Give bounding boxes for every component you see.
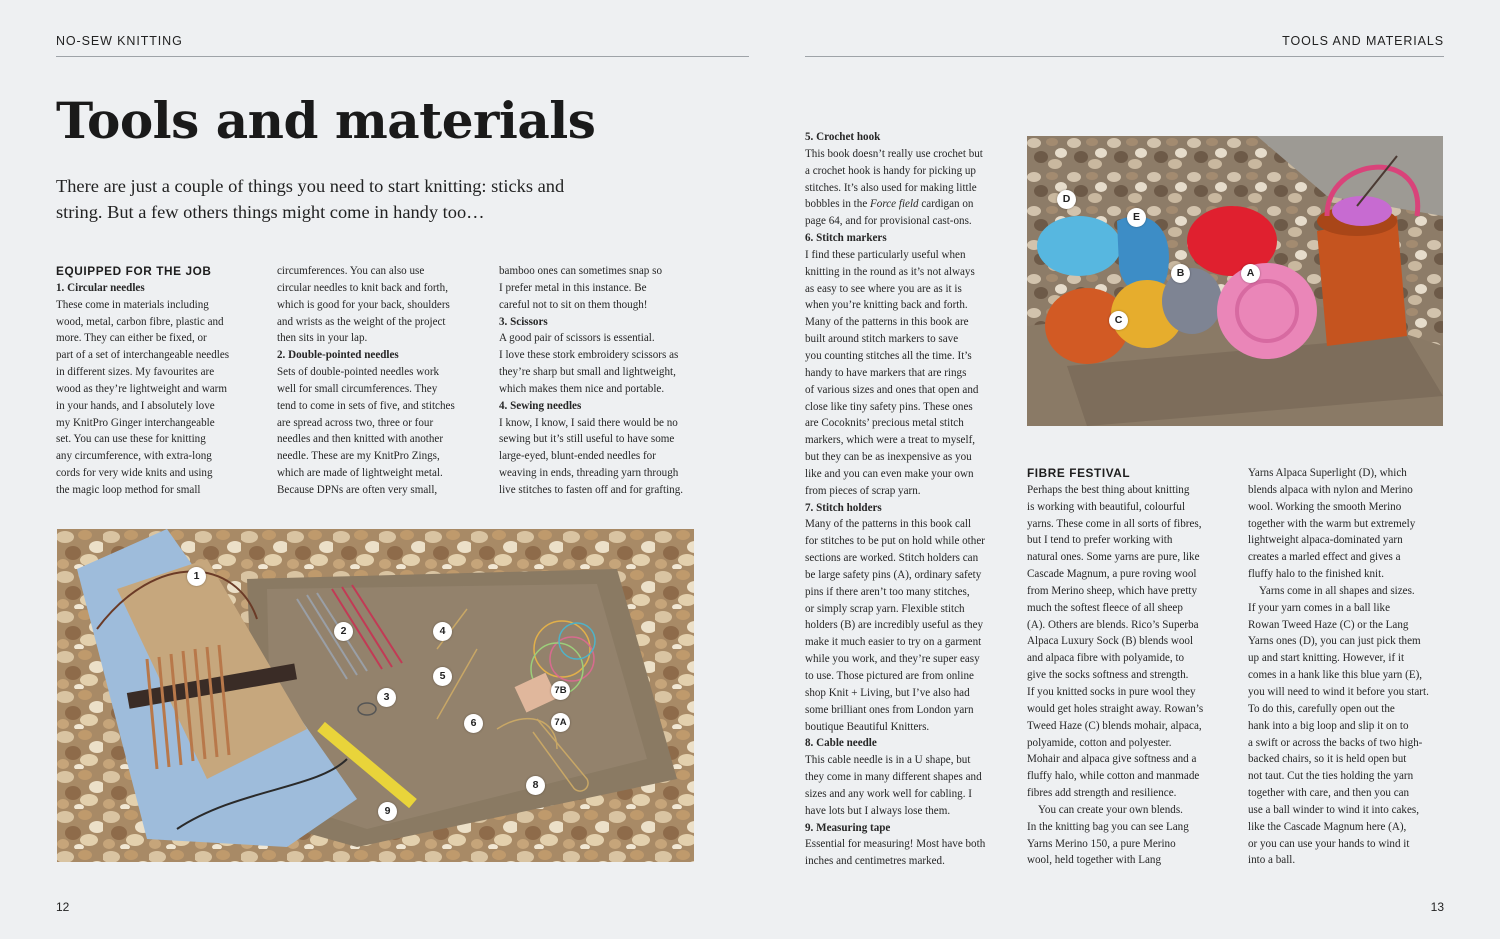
body-line: large-eyed, blunt-ended needles for [499,450,656,463]
body-line: handy to have markers that are rings [805,366,967,379]
item-heading: 8. Cable needle [805,737,877,750]
photo-marker: 6 [464,714,483,733]
body-line: Yarns ones (D), you can just pick them [1248,635,1421,648]
item-heading: 4. Sewing needles [499,399,582,412]
photo-marker: E [1127,208,1146,227]
body-line: and alpaca fibre with polyamide, to [1027,652,1185,665]
body-line: circumferences. You can also use [277,265,425,277]
tools-photo-illustration [57,529,694,862]
tools-photo [57,529,694,862]
body-line: Because DPNs are often very small, [277,483,438,496]
body-line: well for small circumferences. They [277,382,438,395]
body-line: any circumference, with extra-long [56,450,212,463]
body-line: Cascade Magnum, a pure roving wool [1027,568,1197,581]
body-line: while you work, and they’re super easy [805,653,980,666]
body-line: give the socks softness and strength. [1027,669,1189,682]
body-line: wood as they’re lightweight and warm [56,382,227,395]
section-heading: FIBRE FESTIVAL [1027,466,1131,480]
body-line: wood, metal, carbon fibre, plastic and [56,315,224,328]
body-line: I know, I know, I said there would be no [499,416,678,429]
text-column-6 [1248,465,1453,869]
item-heading: 3. Scissors [499,315,548,328]
body-line: would get holes straight away. Rowan’s [1027,702,1204,715]
body-line: backed chairs, so it is held open but [1248,753,1407,766]
intro-paragraph [56,173,596,225]
body-line: have lots but I always lose them. [805,804,951,817]
body-text: bobbles in the [805,198,871,211]
text-column-4 [805,129,1010,870]
body-line: fibres add strength and resilience. [1027,787,1177,800]
section-heading: EQUIPPED FOR THE JOB [56,264,212,278]
text-column-2 [277,263,487,499]
body-line: This cable needle is in a U shape, but [805,754,971,767]
body-line: markers, which were a treat to myself, [805,434,976,447]
running-head-left: NO-SEW KNITTING [56,34,183,48]
body-line: to use. Those pictured are from online [805,670,974,682]
body-line: creates a marled effect and gives a [1248,551,1401,564]
body-line: or simply scrap yarn. Flexible stitch [805,602,965,615]
body-line: in your hands, and I absolutely love [56,399,215,412]
body-line: These come in materials including [56,298,209,311]
body-line: from pieces of scrap yarn. [805,484,921,497]
photo-marker: C [1109,311,1128,330]
body-line: Many of the patterns in this book are [805,316,969,329]
body-line: but they can be as inexpensive as you [805,451,972,464]
body-line: they’re sharp but small and lightweight, [499,366,676,379]
item-heading: 1. Circular needles [56,281,145,294]
body-line: Perhaps the best thing about knitting [1027,483,1190,496]
page-number-left: 12 [56,900,70,914]
body-line: from Merino sheep, which have pretty [1027,584,1198,597]
body-line: lightweight alpaca-dominated yarn [1248,534,1403,547]
item-heading: 9. Measuring tape [805,821,891,834]
body-line: you will need to wind it before you start. [1248,685,1429,698]
body-line: be large safety pins (A), ordinary safety [805,568,982,581]
body-line: boutique Beautiful Knitters. [805,720,930,733]
body-line: not taut. Cut the ties holding the yarn [1248,770,1414,783]
body-line: some brilliant ones from London yarn [805,703,974,716]
body-line: yarns. These come in all sorts of fibres, [1027,517,1202,530]
body-line: together with the warm but extremely [1248,517,1416,530]
body-line: make it much easier to try on a garment [805,636,982,649]
photo-marker: 2 [334,622,353,641]
body-line: holders (B) are incredibly useful as they [805,619,984,632]
body-line: In the knitting bag you can see Lang [1027,820,1189,833]
body-line: close like tiny safety pins. These ones [805,400,973,413]
body-line: like and you can even make your own [805,467,974,480]
body-line: I love these stork embroidery scissors as [499,349,679,362]
body-line: I find these particularly useful when [805,248,966,261]
body-line: Yarns Alpaca Superlight (D), which [1248,467,1407,479]
body-line: sewing but it’s still useful to have some [499,433,675,446]
body-line: careful not to sit on them though! [499,298,648,311]
photo-marker: 4 [433,622,452,641]
body-line: tend to come in sets of five, and stitches [277,399,455,412]
body-line: sizes and any work well for cabling. I [805,787,972,800]
body-line: shop Knit + Living, but I’ve also had [805,686,970,699]
body-line: part of a set of interchangeable needles [56,349,230,362]
body-line: for stitches to be put on hold while other [805,535,985,548]
body-line: which makes them nice and portable. [499,382,665,395]
body-line [805,196,1010,213]
body-line: are Cocoknits’ precious metal stitch [805,417,964,430]
pattern-name: Force field [870,198,919,211]
body-line: a crochet hook is handy for picking up [805,164,976,177]
body-line: a swift or across the backs of two high- [1248,736,1423,749]
body-line: This book doesn’t really use crochet but [805,147,983,160]
photo-marker: 1 [187,567,206,586]
body-line: natural ones. Some yarns are pure, like [1027,551,1200,564]
item-heading: 2. Double-pointed needles [277,349,399,362]
body-line: You can create your own blends. [1038,803,1183,816]
body-line: like the Cascade Magnum here (A), [1248,820,1407,833]
photo-marker: 7B [551,681,570,700]
body-line: the magic loop method for small [56,483,201,496]
photo-marker: 5 [433,667,452,686]
body-line: up and start knitting. However, if it [1248,652,1405,665]
body-line: are spread across two, three or four [277,416,434,429]
text-column-1 [56,263,266,499]
body-line: blends alpaca with nylon and Merino [1248,483,1413,496]
body-line: If you knitted socks in pure wool they [1027,685,1196,698]
body-line: If your yarn comes in a ball like [1248,601,1391,614]
body-line: when you’re knitting back and forth. [805,299,968,312]
photo-marker: B [1171,264,1190,283]
header-rule-right [805,56,1444,57]
body-line: but I tend to prefer working with [1027,534,1173,547]
body-line: you counting stitches all the time. It’s [805,349,972,362]
body-line: Mohair and alpaca give softness and a [1027,753,1197,766]
body-line: fluffy halo to the finished knit. [1248,568,1384,581]
body-line: together with care, and then you can [1248,787,1410,800]
yarn-photo [1027,136,1443,426]
body-line: which are made of lightweight metal. [277,467,443,480]
body-line: sections are worked. Stitch holders can [805,552,979,565]
body-line: use a ball winder to wind it into cakes, [1248,803,1419,816]
body-line: comes in a hank like this blue yarn (E), [1248,669,1423,682]
body-line: as easy to see where you are as it is [805,282,962,295]
photo-marker: D [1057,190,1076,209]
intro-line: string. But a few others things might come in handy too… [56,202,485,222]
body-line: cords for very wide knits and using [56,467,213,480]
body-line: more. They can either be fixed, or [56,332,207,345]
body-line: A good pair of scissors is essential. [499,332,655,345]
body-line: and wrists as the weight of the project [277,315,446,328]
body-line: wool. Working the smooth Merino [1248,500,1402,513]
body-line: inches and centimetres marked. [805,855,945,868]
photo-marker: 8 [526,776,545,795]
body-line: weaving in ends, threading yarn through [499,467,679,480]
body-line: Essential for measuring! Most have both [805,838,986,851]
photo-marker: 9 [378,802,397,821]
body-line: stitches. It’s also used for making little [805,181,977,194]
body-line: circular needles to knit back and forth, [277,281,448,294]
body-line: I prefer metal in this instance. Be [499,281,647,294]
body-line: Yarns Merino 150, a pure Merino [1027,837,1176,850]
running-head-right: TOOLS AND MATERIALS [1282,34,1444,48]
body-line: (A). Others are blends. Rico’s Superba [1027,618,1199,631]
text-column-5 [1027,465,1232,869]
header-rule-left [56,56,749,57]
body-line: Alpaca Luxury Sock (B) blends wool [1027,635,1194,648]
body-line: which is good for your back, shoulders [277,298,450,311]
body-line: bamboo ones can sometimes snap so [499,265,662,277]
body-line: live stitches to fasten off and for grafting. [499,483,684,496]
body-line: much the softest fleece of all sheep [1027,601,1183,614]
intro-line: There are just a couple of things you need to start knitting: sticks and [56,176,565,196]
body-line: polyamide, cotton and polyester. [1027,736,1172,749]
body-line: my KnitPro Ginger interchangeable [56,416,215,429]
body-line: Tweed Haze (C) blends mohair, alpaca, [1027,719,1202,732]
photo-marker: 3 [377,688,396,707]
body-line: into a ball. [1248,854,1296,867]
body-line: is working with beautiful, colourful [1027,500,1186,513]
page-title: Tools and materials [56,91,596,150]
photo-marker: A [1241,264,1260,283]
body-line: pins if there aren’t too many stitches, [805,585,970,598]
body-line: knitting in the round as it’s not always [805,265,975,278]
body-line: Sets of double-pointed needles work [277,366,440,379]
body-line: set. You can use these for knitting [56,433,206,446]
body-line: fluffy halo, while cotton and manmade [1027,770,1200,783]
body-line: page 64, and for provisional cast-ons. [805,215,972,228]
body-line: Rowan Tweed Haze (C) or the Lang [1248,618,1409,631]
body-line: wool, held together with Lang [1027,854,1162,867]
yarn-photo-illustration [1027,136,1443,426]
body-line: of various sizes and ones that open and [805,383,979,396]
body-line: built around stitch markers to save [805,333,959,346]
body-line: Many of the patterns in this book call [805,518,972,531]
body-line: Yarns come in all shapes and sizes. [1259,584,1415,597]
item-heading: 6. Stitch markers [805,232,887,245]
body-line: needles and then knitted with another [277,433,444,446]
body-line: or you can use your hands to wind it [1248,837,1410,850]
text-column-3 [499,263,709,499]
body-line: hank into a big loop and slip it on to [1248,719,1409,732]
body-text: cardigan on [918,198,974,211]
body-line: To do this, carefully open out the [1248,702,1395,715]
body-line: in different sizes. My favourites are [56,366,215,379]
body-line: then sits in your lap. [277,332,368,345]
body-line: needle. These are my KnitPro Zings, [277,450,440,463]
item-heading: 5. Crochet hook [805,131,881,143]
body-line: they come in many different shapes and [805,771,982,784]
page-number-right: 13 [1430,900,1444,914]
item-heading: 7. Stitch holders [805,501,882,514]
photo-marker: 7A [551,713,570,732]
